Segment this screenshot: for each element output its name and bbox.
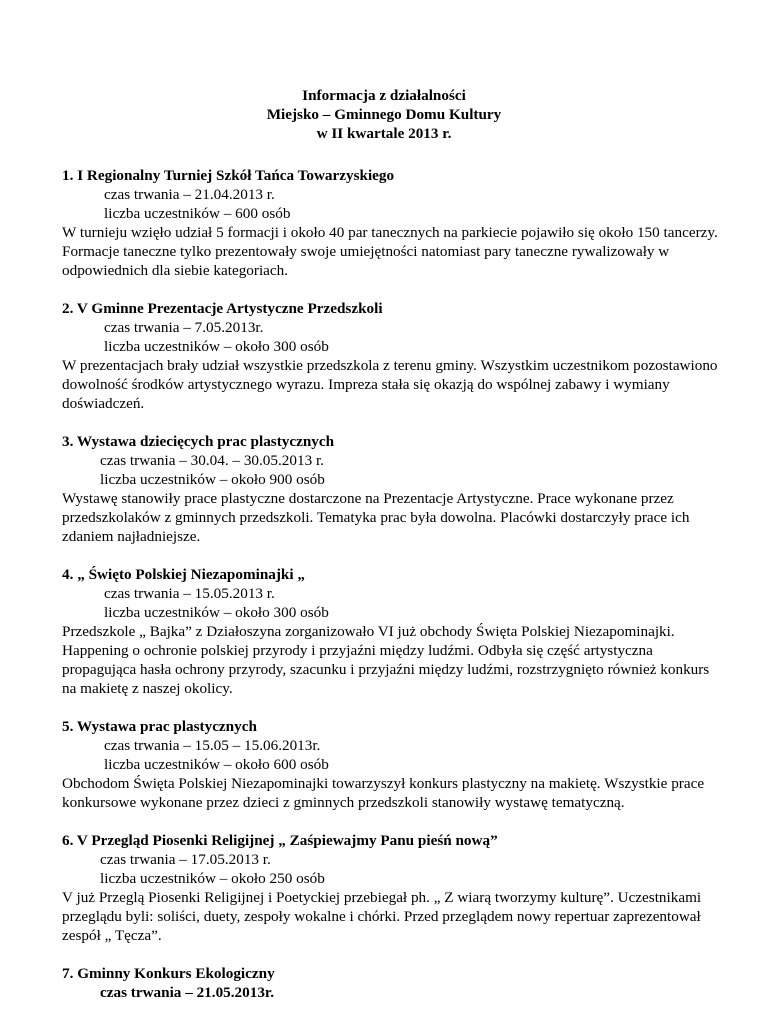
- section-description: W prezentacjach brały udział wszystkie przedszkola z terenu gminy. Wszystkim uczestnikom pozostawiono dowolność środków artystycznego wyrazu. Impreza stała się okazją do wspólnej zabawy i wymiany doświadczeń.: [62, 357, 718, 412]
- section-description: Wystawę stanowiły prace plastyczne dostarczone na Prezentacje Artystyczne. Prace wykonane przez przedszkolaków z gminnych przedszkoli. Tematyka prac była dowolna. Placówki dostarczyły prace ich zdaniem najładniejsze.: [62, 490, 690, 545]
- section-duration: czas trwania – 17.05.2013 r.: [100, 851, 271, 868]
- section-1: [62, 166, 722, 280]
- section-participants: liczba uczestników – około 300 osób: [104, 604, 329, 621]
- section-5: [62, 717, 722, 812]
- section-3: [62, 432, 722, 546]
- section-6: [62, 831, 722, 945]
- section-title: 6. V Przegląd Piosenki Religijnej „ Zaśpiewajmy Panu pieśń nową”: [62, 832, 498, 849]
- section-title: 2. V Gminne Prezentacje Artystyczne Przedszkoli: [62, 300, 383, 317]
- section-title: 4. „ Święto Polskiej Niezapominajki „: [62, 566, 305, 583]
- section-description: Przedszkole „ Bajka” z Działoszyna zorganizowało VI już obchody Święta Polskiej Niezapominajki. Happening o ochronie polskiej przyrody i przyjaźni między ludźmi. Odbyła się część artystyczna propagująca hasła ochrony przyrody, szacunku i przyjaźni między ludźmi, rozstrzygnięto również konkurs na makietę z naszej okolicy.: [62, 623, 710, 697]
- document-header: [0, 86, 768, 143]
- section-title: 5. Wystawa prac plastycznych: [62, 718, 257, 735]
- section-participants: liczba uczestników – 600 osób: [104, 205, 291, 222]
- section-2: [62, 299, 722, 413]
- section-duration: czas trwania – 21.05.2013r.: [100, 984, 275, 1001]
- section-duration: czas trwania – 7.05.2013r.: [104, 319, 264, 336]
- section-title: 1. I Regionalny Turniej Szkół Tańca Towarzyskiego: [62, 167, 395, 184]
- section-duration: czas trwania – 30.04. – 30.05.2013 r.: [100, 452, 324, 469]
- section-duration: czas trwania – 21.04.2013 r.: [104, 186, 275, 203]
- section-duration: czas trwania – 15.05 – 15.06.2013r.: [104, 737, 321, 754]
- section-participants: liczba uczestników – około 300 osób: [104, 338, 329, 355]
- section-title: 7. Gminny Konkurs Ekologiczny: [62, 965, 275, 982]
- header-line-1: Informacja z działalności: [302, 87, 466, 104]
- section-title: 3. Wystawa dziecięcych prac plastycznych: [62, 433, 335, 450]
- document-body: [62, 166, 722, 1021]
- section-participants: liczba uczestników – około 900 osób: [100, 471, 325, 488]
- section-duration: czas trwania – 15.05.2013 r.: [104, 585, 275, 602]
- section-description: Obchodom Święta Polskiej Niezapominajki towarzyszył konkurs plastyczny na makietę. Wszystkie prace konkursowe wykonane przez dzieci z gminnych przedszkoli stanowiły wystawę tematyczną.: [62, 775, 705, 811]
- header-line-2: Miejsko – Gminnego Domu Kultury: [266, 106, 502, 123]
- section-4: [62, 565, 722, 698]
- header-line-3: w II kwartale 2013 r.: [316, 125, 452, 142]
- section-description: W turnieju wzięło udział 5 formacji i około 40 par tanecznych na parkiecie pojawiło się około 150 tancerzy. Formacje taneczne tylko prezentowały swoje umiejętności natomiast pary taneczne rywalizowały w odpowiednich dla siebie kategoriach.: [62, 224, 718, 279]
- section-description: V już Przeglą Piosenki Religijnej i Poetyckiej przebiegał ph. „ Z wiarą tworzymy kulturę”. Uczestnikami przeglądu byli: soliści, duety, zespoły wokalne i chórki. Przed przeglądem nowy repertuar zaprezentował zespół „ Tęcza”.: [62, 889, 702, 944]
- section-7: [62, 964, 722, 1002]
- section-participants: liczba uczestników – około 600 osób: [104, 756, 329, 773]
- section-participants: liczba uczestników – około 250 osób: [100, 870, 325, 887]
